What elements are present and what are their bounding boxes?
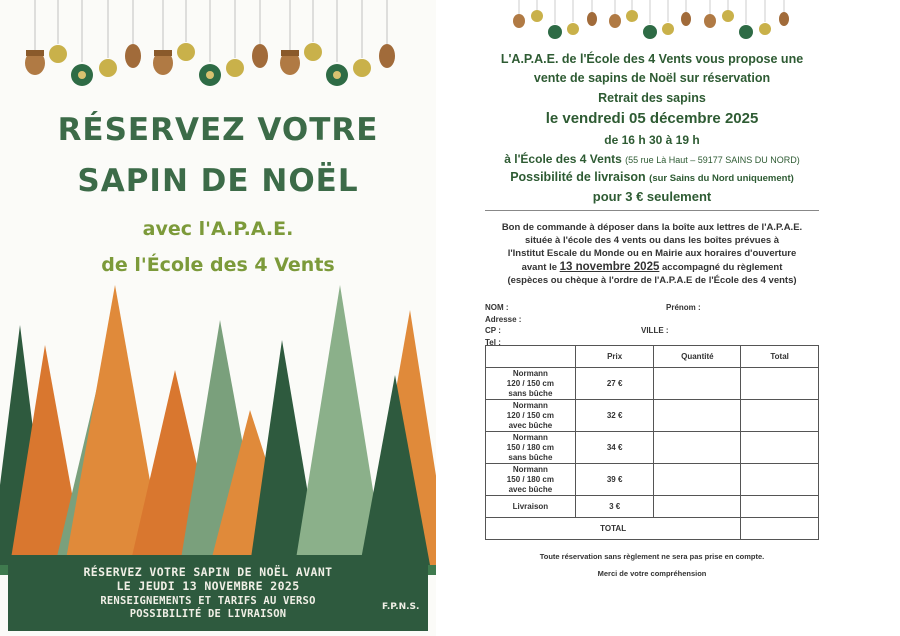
ornament-ball — [304, 43, 322, 61]
ornament-drop — [681, 12, 691, 26]
total-cell[interactable] — [741, 432, 819, 464]
separator-line — [485, 210, 819, 211]
ornament-acorn — [513, 14, 525, 28]
deadline-date: 13 novembre 2025 — [559, 260, 660, 273]
ornament-ball — [626, 10, 638, 22]
total-cell[interactable] — [741, 400, 819, 432]
product-option: avec bûche — [508, 420, 553, 430]
deadline-suffix: accompagné du règlement — [662, 261, 783, 273]
total-cell[interactable] — [741, 496, 819, 518]
field-nom[interactable]: NOM : — [485, 303, 509, 312]
poster-front — [0, 0, 436, 636]
table-total-row — [486, 518, 819, 540]
table-header-row — [486, 346, 819, 368]
ornament-acorn — [704, 14, 716, 28]
ornament-acorn — [280, 50, 300, 75]
ornament-ball — [567, 23, 579, 35]
field-ville[interactable]: VILLE : — [641, 326, 669, 335]
info-delivery — [478, 170, 826, 184]
ornament-ball — [722, 10, 734, 22]
quantity-cell[interactable] — [654, 400, 741, 432]
ornaments-garland — [0, 0, 436, 100]
product-name: Normann — [512, 368, 548, 378]
note-payment: Toute réservation sans règlement ne sera pas prise en compte. — [539, 552, 765, 561]
info-location-address: (55 rue Là Haut – 59177 SAINS DU NORD) — [625, 155, 800, 165]
info-line2: vente de sapins de Noël sur réservation — [533, 71, 771, 85]
ornament-acorn — [609, 14, 621, 28]
info-delivery-main: Possibilité de livraison — [510, 170, 646, 184]
ornament-ball — [177, 43, 195, 61]
banner-line1: RÉSERVEZ VOTRE SAPIN DE NOËL AVANT — [83, 565, 333, 579]
ornament-star — [643, 25, 657, 39]
field-adresse[interactable]: Adresse : — [485, 315, 522, 324]
ornament-acorn — [153, 50, 173, 75]
info-delivery-price: pour 3 € seulement — [592, 189, 712, 204]
table-row — [486, 432, 819, 464]
header-total: Total — [741, 346, 819, 368]
order-instructions-line3: l'Institut Escale du Monde ou en Mairie aux horaires d'ouverture — [507, 248, 797, 260]
product-name: Normann — [512, 464, 548, 474]
ornament-star — [199, 64, 221, 86]
table-row — [486, 368, 819, 400]
order-table — [485, 345, 819, 540]
product-size: 120 / 150 cm — [506, 410, 554, 420]
product-price: 32 € — [575, 400, 654, 432]
ornament-drop — [587, 12, 597, 26]
product-price: 3 € — [575, 496, 654, 518]
ornament-ball — [759, 23, 771, 35]
info-location-main: à l'École des 4 Vents — [504, 152, 622, 166]
product-size: 150 / 180 cm — [506, 442, 554, 452]
header-quantity: Quantité — [654, 346, 741, 368]
deadline-prefix: avant le — [521, 261, 557, 273]
product-name: Normann — [512, 400, 548, 410]
ornament-star — [548, 25, 562, 39]
ornament-star — [326, 64, 348, 86]
info-hours: de 16 h 30 à 19 h — [604, 133, 700, 147]
forest-illustration — [0, 275, 436, 575]
ornament-ball — [49, 45, 67, 63]
table-row — [486, 464, 819, 496]
order-instructions-line4 — [478, 261, 826, 274]
product-label — [486, 368, 576, 400]
info-line1: L'A.P.A.E. de l'École des 4 Vents vous propose une — [500, 52, 804, 66]
info-date: le vendredi 05 décembre 2025 — [545, 110, 759, 127]
ornament-drop — [125, 44, 141, 68]
ornament-drop — [252, 44, 268, 68]
table-row — [486, 496, 819, 518]
product-size: 120 / 150 cm — [506, 378, 554, 388]
poster-signature: F.P.N.S. — [382, 602, 420, 612]
total-label: TOTAL — [486, 518, 741, 540]
poster-headline-line1: RÉSERVEZ VOTRE — [57, 112, 379, 148]
ornament-acorn — [25, 50, 45, 75]
order-instructions — [478, 221, 826, 287]
ornament-star — [71, 64, 93, 86]
field-cp[interactable]: CP : — [485, 326, 501, 335]
field-tel[interactable]: Tel : — [485, 338, 501, 347]
poster-headline-line2: SAPIN DE NOËL — [77, 163, 359, 199]
note-thanks: Merci de votre compréhension — [597, 569, 707, 578]
order-instructions-line1: Bon de commande à déposer dans la boîte aux lettres de l'A.P.A.E. — [501, 222, 803, 233]
ornament-ball — [353, 59, 371, 77]
banner-line2: LE JEUDI 13 NOVEMBRE 2025 — [116, 579, 300, 593]
info-delivery-note: (sur Sains du Nord uniquement) — [649, 173, 794, 184]
poster-subtitle-line2: de l'École des 4 Vents — [101, 254, 335, 276]
order-instructions-line2: située à l'école des 4 vents ou dans les boîtes prévues à — [524, 235, 780, 247]
total-cell[interactable] — [741, 464, 819, 496]
banner-line4: POSSIBILITÉ DE LIVRAISON — [129, 608, 287, 620]
ornament-ball — [662, 23, 674, 35]
product-size: 150 / 180 cm — [506, 474, 554, 484]
product-label — [486, 496, 576, 518]
product-price: 39 € — [575, 464, 654, 496]
banner-line3: RENSEIGNEMENTS ET TARIFS AU VERSO — [100, 595, 316, 607]
order-instructions-line5: (espèces ou chèque à l'ordre de l'A.P.A.E de l'École des 4 vents) — [507, 274, 797, 286]
quantity-cell[interactable] — [654, 368, 741, 400]
ornament-ball — [531, 10, 543, 22]
product-name: Livraison — [512, 501, 549, 511]
ornament-drop — [379, 44, 395, 68]
product-option: sans bûche — [508, 388, 553, 398]
info-location — [478, 152, 826, 166]
product-price: 27 € — [575, 368, 654, 400]
quantity-cell[interactable] — [654, 464, 741, 496]
product-option: sans bûche — [508, 452, 553, 462]
field-prenom[interactable]: Prénom : — [666, 303, 701, 312]
product-label — [486, 464, 576, 496]
product-label — [486, 432, 576, 464]
total-cell[interactable] — [741, 368, 819, 400]
header-price: Prix — [575, 346, 654, 368]
quantity-cell[interactable] — [654, 496, 741, 518]
table-row — [486, 400, 819, 432]
ornament-star — [739, 25, 753, 39]
ornament-drop — [779, 12, 789, 26]
ornaments-garland-small — [500, 0, 800, 52]
info-line3: Retrait des sapins — [598, 91, 706, 105]
product-option: avec bûche — [508, 484, 553, 494]
header-product — [486, 346, 576, 368]
product-name: Normann — [512, 432, 548, 442]
grand-total-cell[interactable] — [741, 518, 819, 540]
product-label — [486, 400, 576, 432]
ornament-ball — [226, 59, 244, 77]
poster-subtitle-line1: avec l'A.P.A.E. — [142, 218, 294, 240]
product-price: 34 € — [575, 432, 654, 464]
ornament-ball — [99, 59, 117, 77]
quantity-cell[interactable] — [654, 432, 741, 464]
